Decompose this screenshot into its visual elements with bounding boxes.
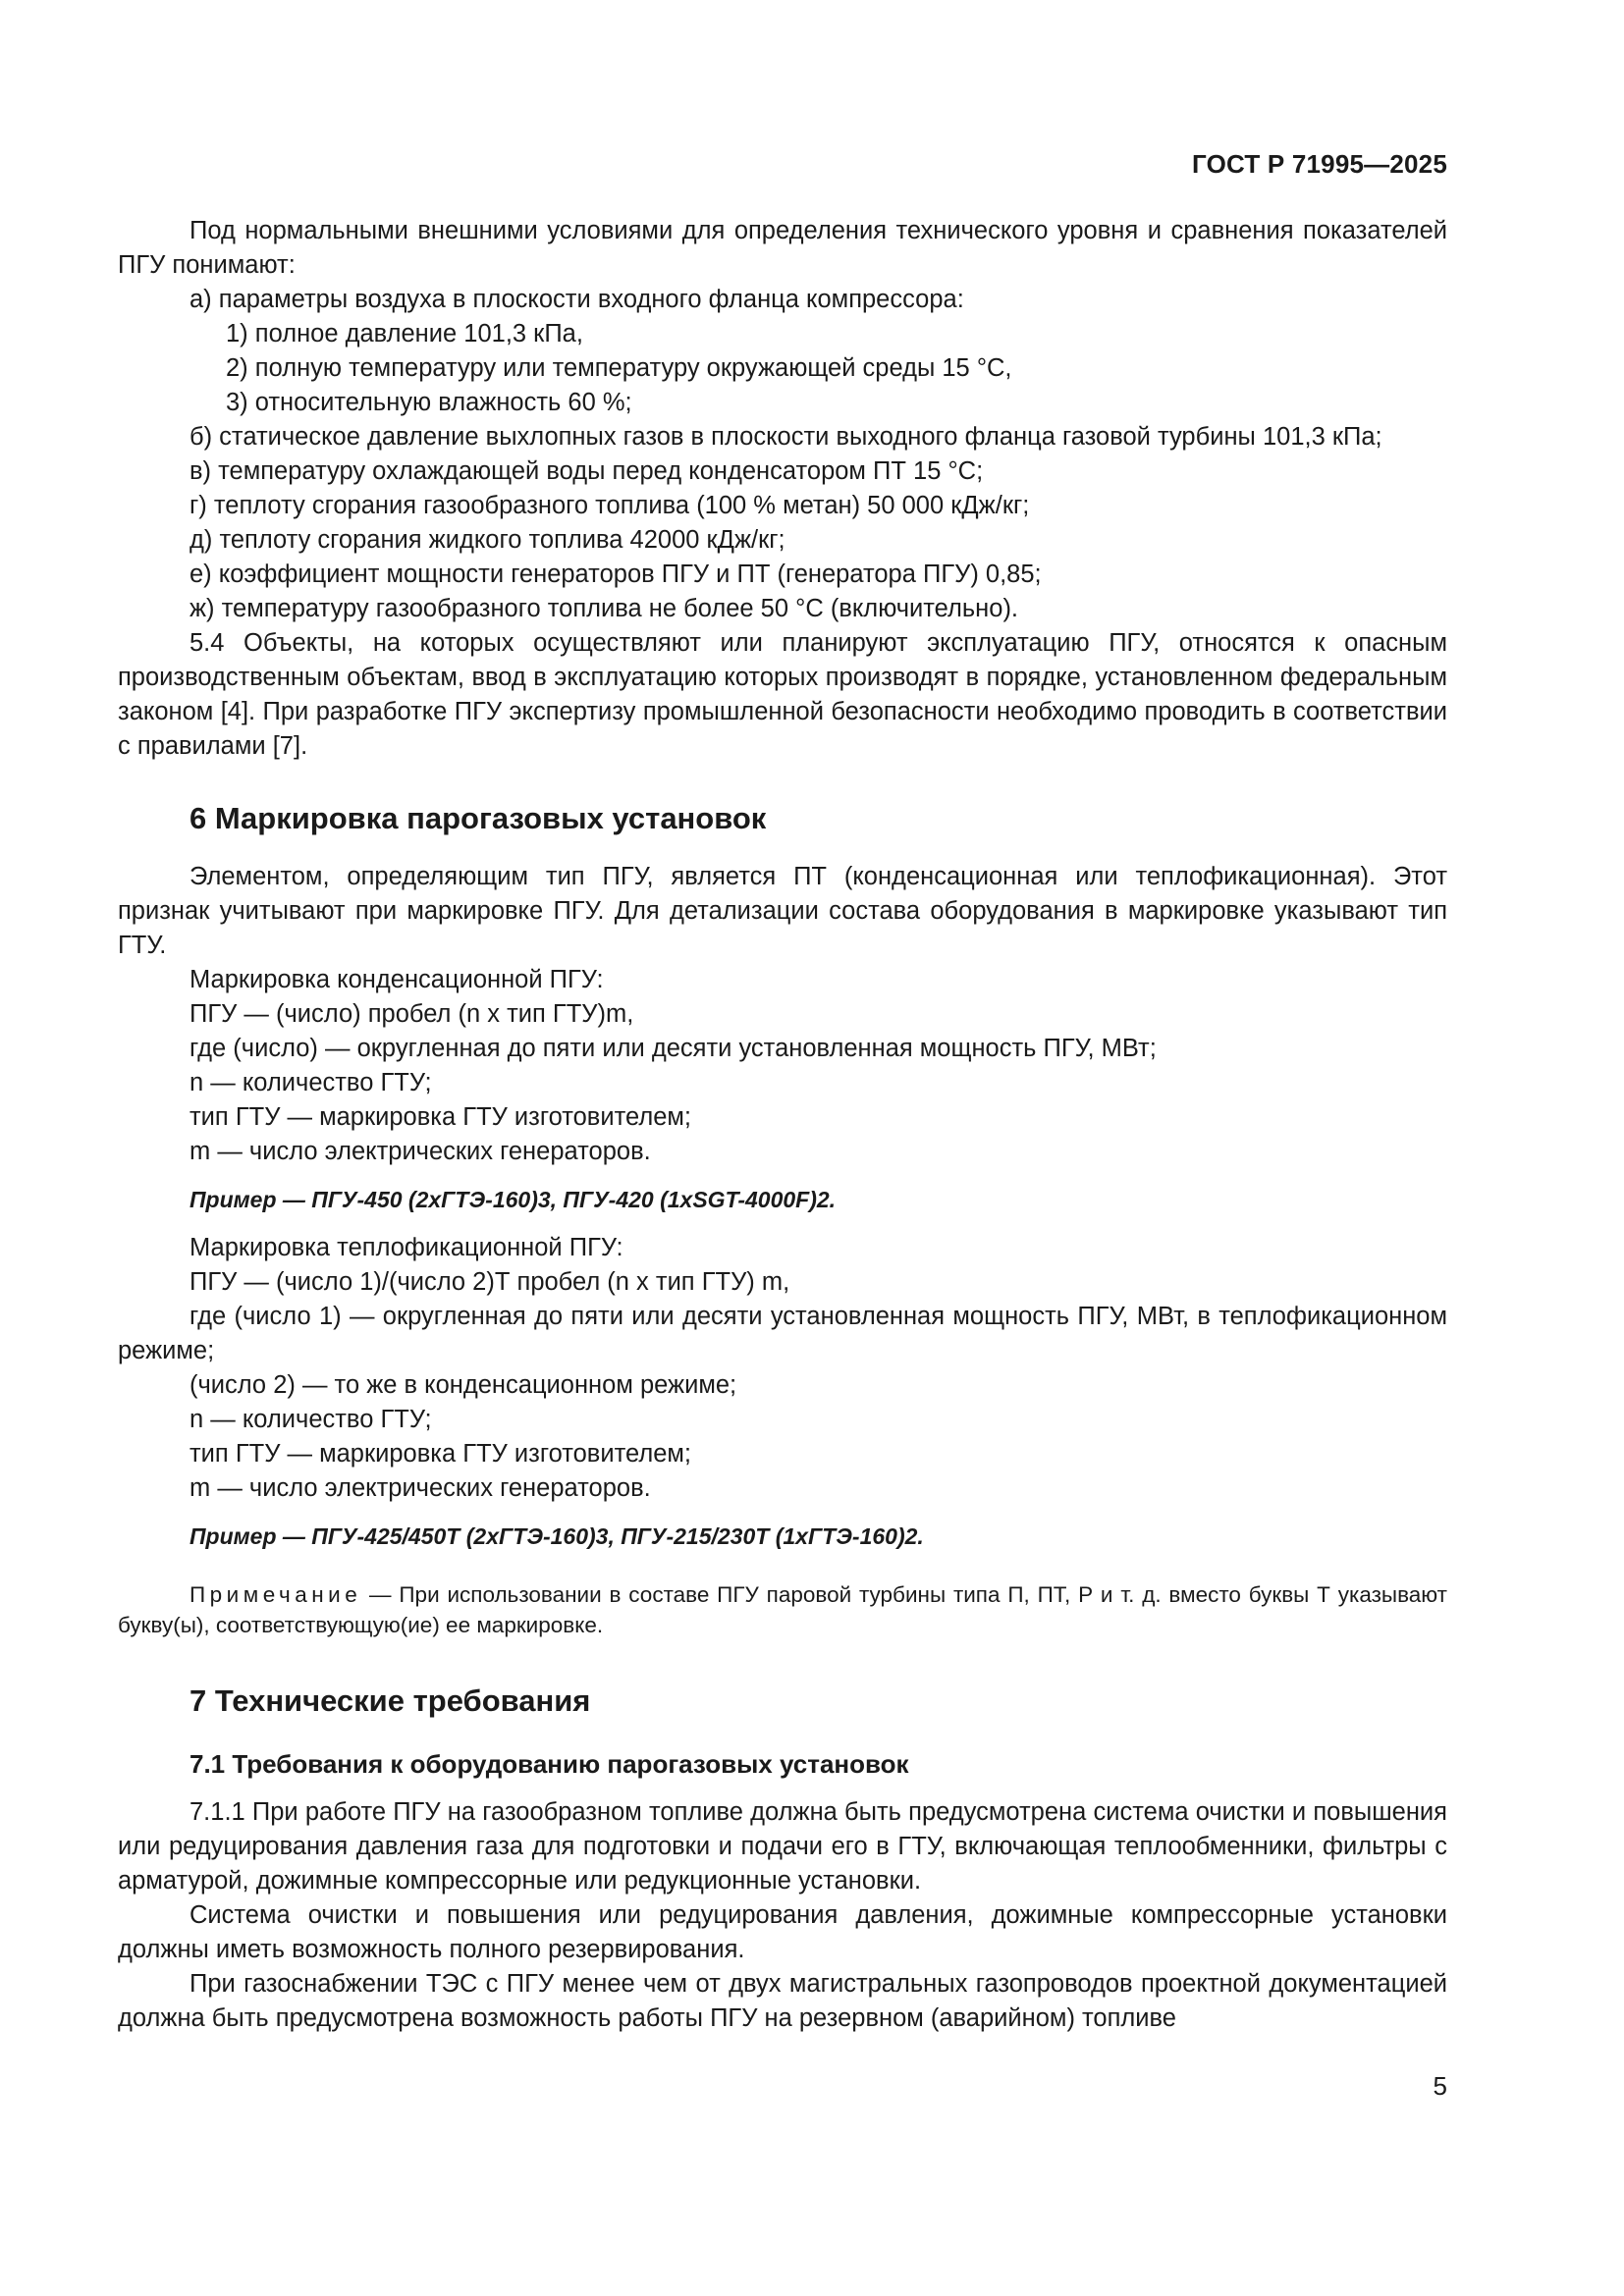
paragraph-7-1-1: 7.1.1 При работе ПГУ на газообразном топливе должна быть предусмотрена система очистки и повышения или редуцирования давления газа для подготовки и подачи его в ГТУ, включающая теплообменники, фильтры с арматурой, дожимные компрессорные или редукционные установки.: [118, 1798, 1447, 1895]
list-item-zh: ж) температуру газообразного топлива не более 50 °С (включительно).: [189, 595, 1019, 622]
subsection-7-1-heading: 7.1 Требования к оборудованию парогазовых установок: [189, 1749, 909, 1779]
heating-type: тип ГТУ — маркировка ГТУ изготовителем;: [189, 1440, 691, 1468]
list-item-b: б) статическое давление выхлопных газов в плоскости выходного фланца газовой турбины 101,3 кПа;: [189, 423, 1382, 451]
page-content: [118, 214, 1447, 2036]
note-text: — При использовании в составе ПГУ паровой турбины типа П, ПТ, Р и т. д. вместо буквы Т указывают букву(ы), соответствующую(ие) ее маркировке.: [118, 1582, 1447, 1637]
heating-formula: ПГУ — (число 1)/(число 2)Т пробел (n х тип ГТУ) m,: [189, 1268, 790, 1296]
list-item-a: а) параметры воздуха в плоскости входного фланца компрессора:: [189, 286, 964, 313]
page-number: 5: [1433, 2071, 1447, 2101]
example-heating: Пример — ПГУ-425/450Т (2хГТЭ-160)3, ПГУ-215/230Т (1хГТЭ-160)2.: [189, 1523, 924, 1549]
condensing-n: n — количество ГТУ;: [189, 1069, 432, 1096]
section-7-heading: 7 Технические требования: [189, 1683, 591, 1718]
section-6-intro: Элементом, определяющим тип ПГУ, является ПТ (конденсационная или теплофикационная). Этот признак учитывают при маркировке ПГУ. Для детализации состава оборудования в маркировке указывают тип ГТУ.: [118, 863, 1447, 959]
list-item-a2: 2) полную температуру или температуру окружающей среды 15 °С,: [226, 354, 1012, 382]
example-condensing: Пример — ПГУ-450 (2хГТЭ-160)3, ПГУ-420 (1хSGT-4000F)2.: [189, 1187, 837, 1212]
heating-n: n — количество ГТУ;: [189, 1406, 432, 1433]
list-item-e: е) коэффициент мощности генераторов ПГУ и ПТ (генератора ПГУ) 0,85;: [189, 561, 1042, 588]
section-6-heading: 6 Маркировка парогазовых установок: [189, 801, 767, 835]
list-item-a3: 3) относительную влажность 60 %;: [226, 389, 632, 416]
note: [118, 1579, 1447, 1640]
paragraph-7-1-1-gas-supply: При газоснабжении ТЭС с ПГУ менее чем от двух магистральных газопроводов проектной документацией должна быть предусмотрена возможность работы ПГУ на резервном (аварийном) топливе: [118, 1970, 1447, 2032]
paragraph-5-4: 5.4 Объекты, на которых осуществляют или планируют эксплуатацию ПГУ, относятся к опасным производственным объектам, ввод в эксплуатацию которых производят в порядке, установленном федеральным законом [4]. При разработке ПГУ экспертизу промышленной безопасности необходимо проводить в соответствии с правилами [7].: [118, 629, 1447, 760]
condensing-where: где (число) — округленная до пяти или десяти установленная мощность ПГУ, МВт;: [189, 1035, 1157, 1062]
condensing-formula: ПГУ — (число) пробел (n х тип ГТУ)m,: [189, 1000, 634, 1028]
paragraph-7-1-1-reserve: Система очистки и повышения или редуцирования давления, дожимные компрессорные установки должны иметь возможность полного резервирования.: [118, 1901, 1447, 1963]
list-item-d: д) теплоту сгорания жидкого топлива 42000 кДж/кг;: [189, 526, 785, 554]
list-item-v: в) температуру охлаждающей воды перед конденсатором ПТ 15 °С;: [189, 457, 984, 485]
list-item-a1: 1) полное давление 101,3 кПа,: [226, 320, 583, 347]
note-label: Примечание: [189, 1582, 362, 1607]
standard-code: ГОСТ Р 71995—2025: [1192, 149, 1447, 179]
heating-num2: (число 2) — то же в конденсационном режиме;: [189, 1371, 737, 1399]
heating-m: m — число электрических генераторов.: [189, 1474, 651, 1502]
heating-where: где (число 1) — округленная до пяти или десяти установленная мощность ПГУ, МВт, в теплофикационном режиме;: [118, 1303, 1447, 1364]
paragraph-normal-conditions: Под нормальными внешними условиями для определения технического уровня и сравнения показателей ПГУ понимают:: [118, 217, 1447, 279]
condensing-type: тип ГТУ — маркировка ГТУ изготовителем;: [189, 1103, 691, 1131]
list-item-g: г) теплоту сгорания газообразного топлива (100 % метан) 50 000 кДж/кг;: [189, 492, 1030, 519]
heating-label: Маркировка теплофикационной ПГУ:: [189, 1234, 623, 1261]
condensing-m: m — число электрических генераторов.: [189, 1138, 651, 1165]
condensing-label: Маркировка конденсационной ПГУ:: [189, 966, 604, 993]
